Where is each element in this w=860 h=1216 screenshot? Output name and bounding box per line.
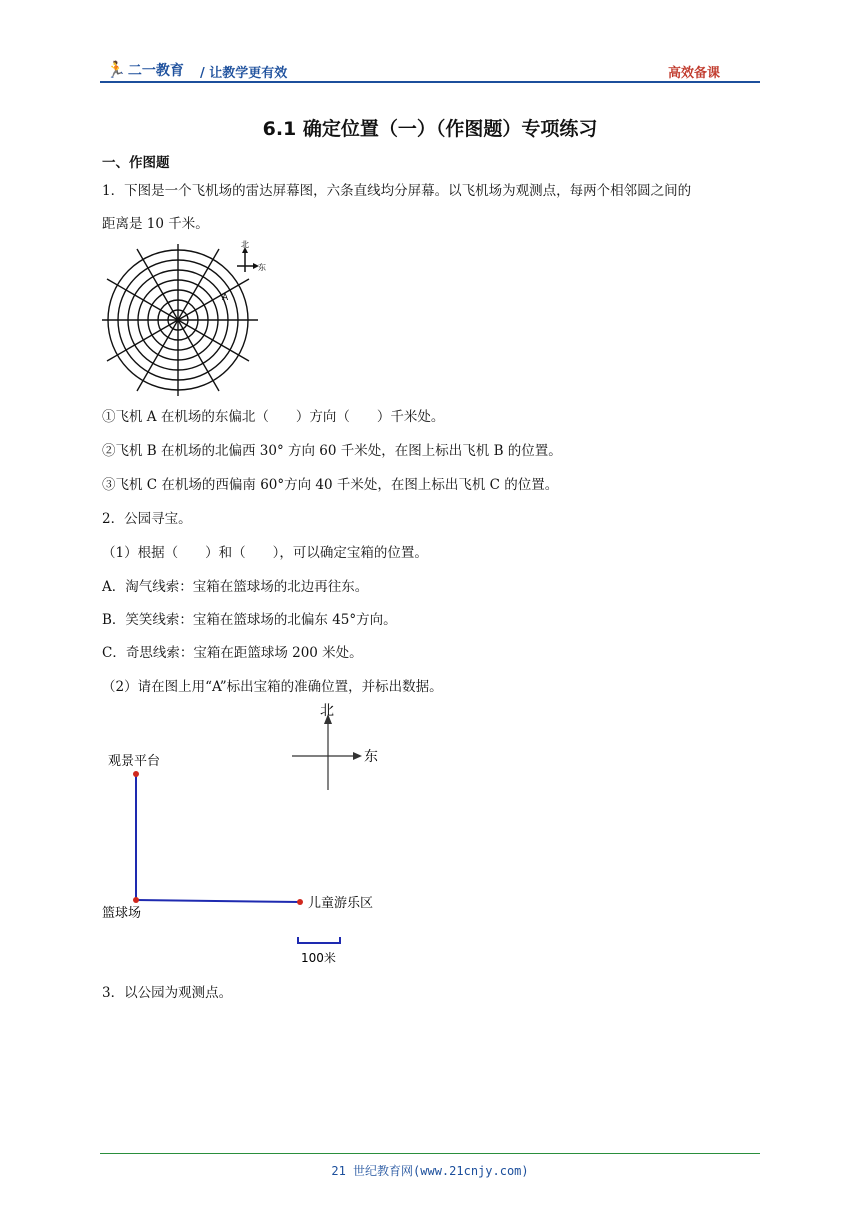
site-logo: 🏃 二一教育 — [106, 60, 184, 79]
page-footer: 21 世纪教育网(www.21cnjy.com) — [331, 1164, 529, 1178]
runner-icon: 🏃 — [106, 60, 126, 79]
footer-divider — [100, 1153, 760, 1154]
q1-sub2: ②飞机 B 在机场的北偏西 30° 方向 60 千米处，在图上标出飞机 B 的位置。 — [102, 443, 562, 459]
playground-dot — [297, 899, 303, 905]
header-divider — [100, 81, 760, 83]
radar-east-label: 东 — [258, 263, 266, 272]
q3-stem: 3．以公园为观测点。 — [102, 985, 233, 1001]
page-header — [100, 58, 760, 80]
q2-option-c: C．奇思线索：宝箱在距篮球场 200 米处。 — [102, 645, 363, 661]
q1-sub1: ①飞机 A 在机场的东偏北（ ）方向（ ）千米处。 — [102, 409, 445, 425]
compass-icon — [292, 714, 362, 790]
map-north-label: 北 — [320, 703, 334, 719]
q1-line2: 距离是 10 千米。 — [102, 216, 209, 232]
q2-option-a: A．淘气线索：宝箱在篮球场的北边再往东。 — [102, 579, 369, 595]
radar-north-label: 北 — [241, 240, 249, 249]
section-heading: 一、作图题 — [102, 155, 170, 171]
plane-a-label: A — [222, 293, 229, 303]
q1-sub3: ③飞机 C 在机场的西偏南 60°方向 40 千米处，在图上标出飞机 C 的位置。 — [102, 477, 559, 493]
q1-line1: 1．下图是一个飞机场的雷达屏幕图，六条直线均分屏幕。以飞机场为观测点，每两个相邻圆之间的 — [102, 183, 692, 199]
map-east-label: 东 — [364, 749, 378, 765]
header-slogan: / 让教学更有效 — [200, 66, 288, 81]
scale-bar — [298, 937, 340, 943]
q2-option-b: B．笑笑线索：宝箱在篮球场的北偏东 45°方向。 — [102, 612, 397, 628]
viewpoint-label: 观景平台 — [108, 754, 161, 769]
compass-icon — [237, 247, 259, 272]
park-map-figure — [100, 700, 400, 970]
q2-part1: （1）根据（ ）和（ ），可以确定宝箱的位置。 — [102, 545, 428, 561]
playground-label: 儿童游乐区 — [308, 896, 374, 911]
court-label: 篮球场 — [102, 906, 142, 921]
court-dot — [133, 897, 139, 903]
scale-label: 100米 — [301, 951, 336, 965]
viewpoint-dot — [133, 771, 139, 777]
page-title: 6.1 确定位置（一）（作图题）专项练习 — [262, 118, 598, 140]
header-tag: 高效备课 — [667, 66, 720, 81]
q2-part2: （2）请在图上用“A”标出宝箱的准确位置，并标出数据。 — [102, 679, 443, 695]
radar-figure — [100, 238, 270, 396]
q2-stem: 2．公园寻宝。 — [102, 511, 192, 527]
